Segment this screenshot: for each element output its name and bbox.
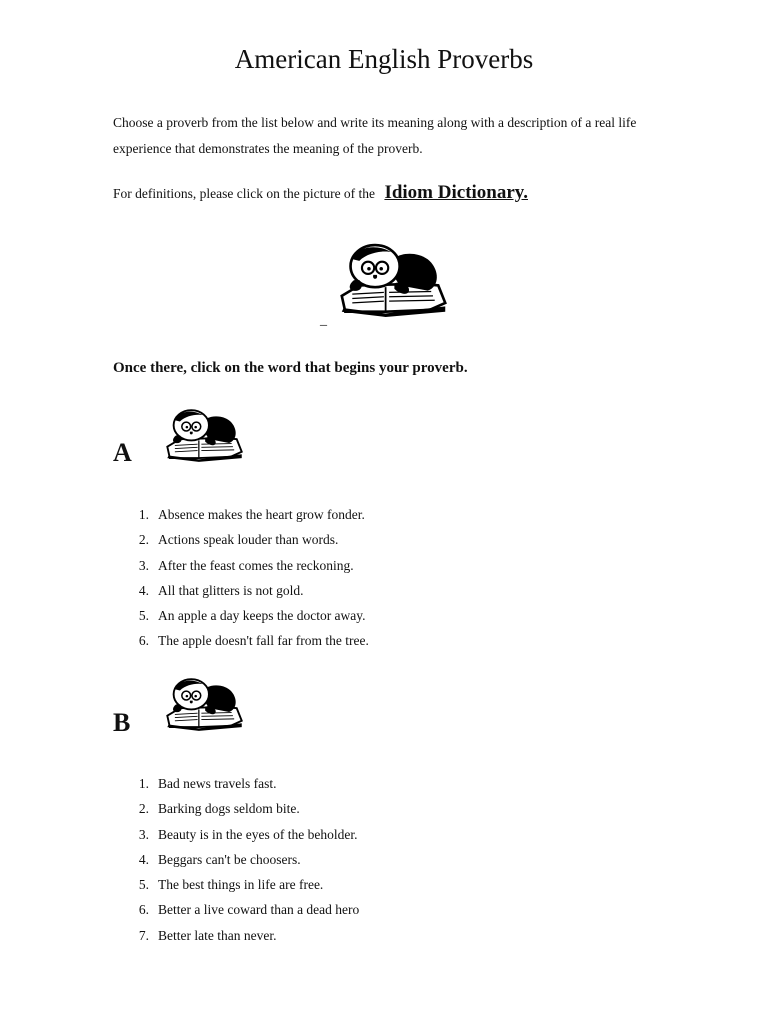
list-item: 5. The best things in life are free. xyxy=(138,877,324,893)
list-item: 5. An apple a day keeps the doctor away. xyxy=(138,608,366,624)
list-item: 3. Beauty is in the eyes of the beholder. xyxy=(138,826,358,842)
list-item: 4. All that glitters is not gold. xyxy=(138,582,304,598)
section-b-list xyxy=(113,771,359,948)
section-b-heading: B xyxy=(113,708,131,737)
definitions-line xyxy=(113,182,713,204)
list-item: 6. The apple doesn't fall far from the tree. xyxy=(138,633,369,649)
list-item: 3. After the feast comes the reckoning. xyxy=(138,557,354,573)
idiom-dictionary-picture-icon[interactable] xyxy=(333,236,447,326)
instruction-text: Once there, click on the word that begins your proverb. xyxy=(113,360,468,376)
definitions-prefix: For definitions, please click on the picture of the xyxy=(113,186,376,201)
list-item: 2. Actions speak louder than words. xyxy=(138,532,339,548)
section-a-dictionary-icon[interactable] xyxy=(161,404,243,468)
intro-text: Choose a proverb from the list below and write its meaning along with a description of a real life experience that demonstrates the meaning of the proverb. xyxy=(113,115,637,156)
section-a-list xyxy=(113,502,369,654)
list-item: 7. Better late than never. xyxy=(138,927,277,943)
page-title: American English Proverbs xyxy=(234,44,534,74)
list-item: 2. Barking dogs seldom bite. xyxy=(138,801,300,817)
section-b-dictionary-icon[interactable] xyxy=(161,673,243,737)
idiom-dictionary-link[interactable]: Idiom Dictionary. xyxy=(384,182,528,203)
list-item: 1. Bad news travels fast. xyxy=(138,776,277,791)
list-item: 4. Beggars can't be choosers. xyxy=(138,851,301,867)
list-item: 6. Better a live coward than a dead hero xyxy=(138,902,360,918)
underscore-mark: _ xyxy=(320,313,327,328)
section-a-heading: A xyxy=(113,438,132,467)
list-item: 1. Absence makes the heart grow fonder. xyxy=(138,507,365,522)
